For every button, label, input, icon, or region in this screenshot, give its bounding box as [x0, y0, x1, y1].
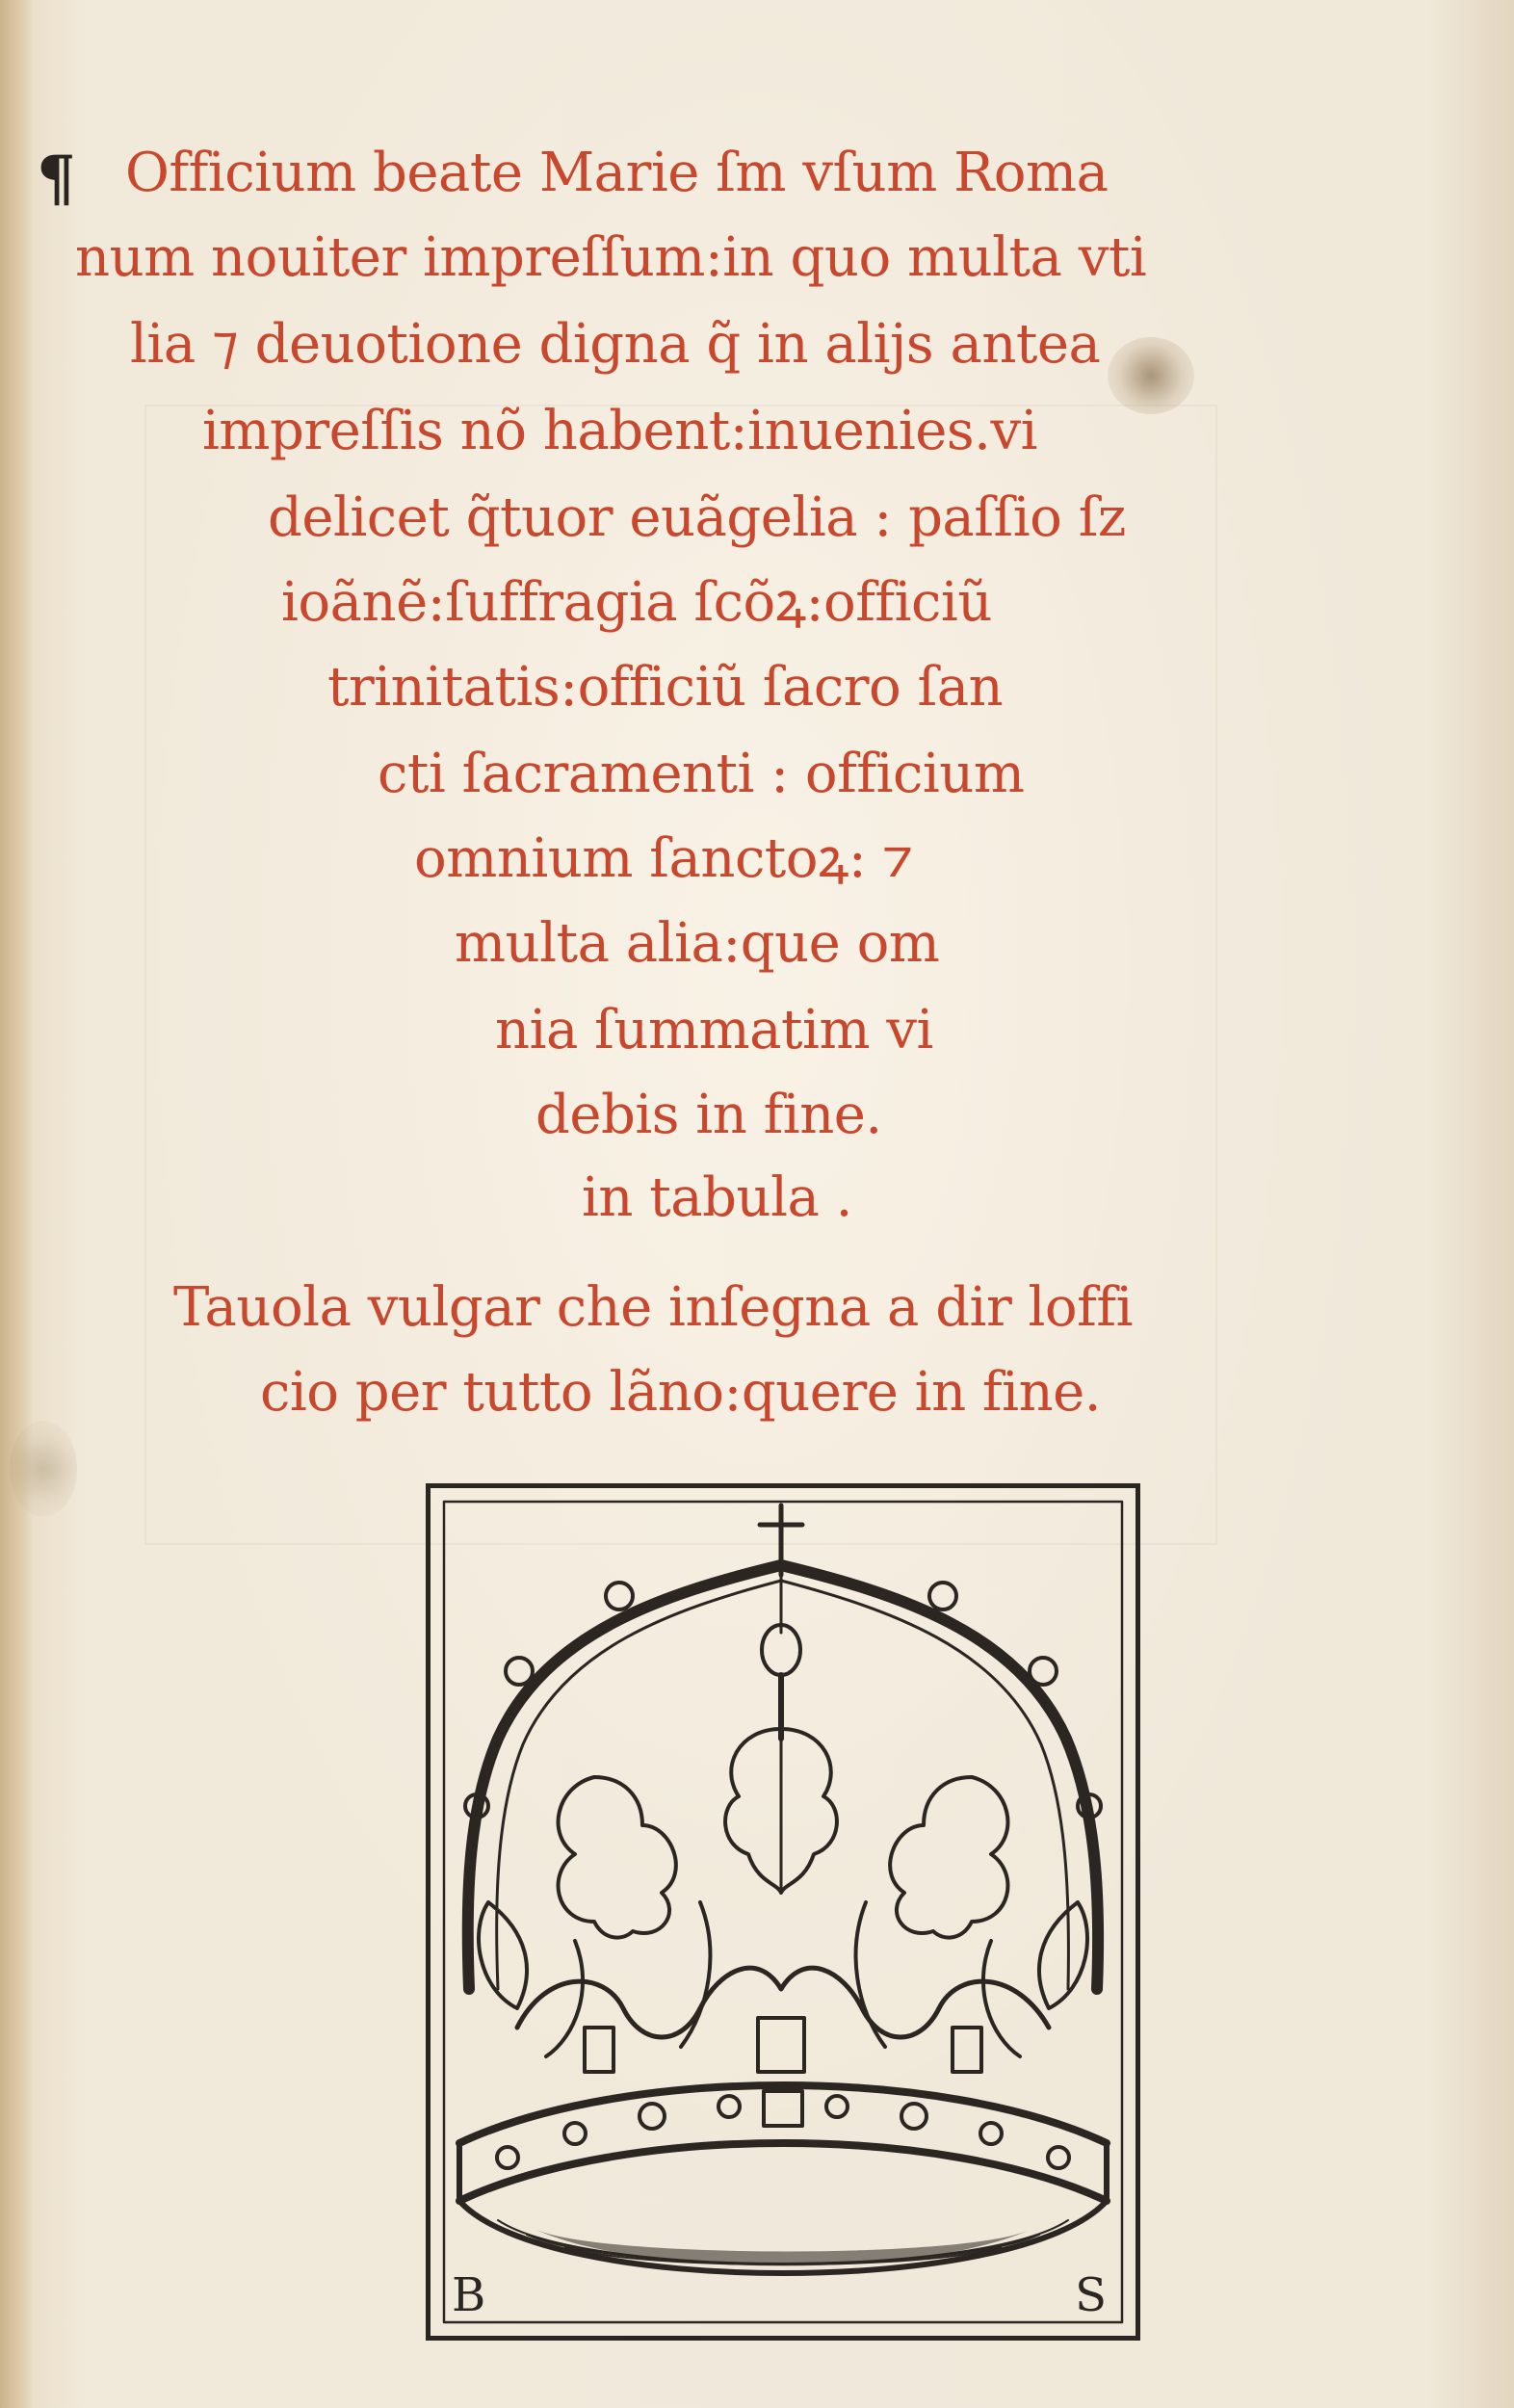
title-line-12: debis in fine.	[535, 1084, 882, 1146]
title-line-10: multa alia:que om	[455, 912, 940, 975]
title-line-8: cti ſacramenti : officium	[378, 743, 1025, 805]
crown-woodcut	[426, 1483, 1140, 2341]
title-line-4: impreſſis nõ habent:inuenies.vi	[202, 400, 1038, 462]
title-line-7: trinitatis:officiũ ſacro ſan	[327, 656, 1004, 719]
title-line-3: lia ⁊ deuotione digna q̃ in alijs antea	[130, 313, 1101, 376]
paragraph-mark: ¶	[37, 143, 76, 215]
title-line-13: in tabula .	[582, 1166, 852, 1229]
title-line-1: Officium beate Marie ſm vſum Roma	[125, 142, 1109, 204]
title-line-5: delicet q̃tuor euãgelia : paſſio ſz	[268, 486, 1126, 549]
title-line-9: omnium ſanctoꝝ: ⁊	[414, 827, 914, 890]
woodcut-initial-left: B	[452, 2268, 486, 2322]
title-line-11: nia ſummatim vi	[495, 999, 933, 1061]
crown-illustration	[431, 1488, 1136, 2336]
title-line-2: num nouiter impreſſum:in quo multa vti	[75, 226, 1147, 289]
subtitle-line-1: Tauola vulgar che inſegna a dir loffi	[173, 1276, 1134, 1339]
woodcut-initial-right: S	[1075, 2268, 1107, 2322]
subtitle-line-2: cio per tutto lãno:quere in fine.	[260, 1361, 1102, 1424]
title-line-6: ioãnẽ:ſuffragia ſcõꝝ:officiũ	[281, 571, 992, 634]
